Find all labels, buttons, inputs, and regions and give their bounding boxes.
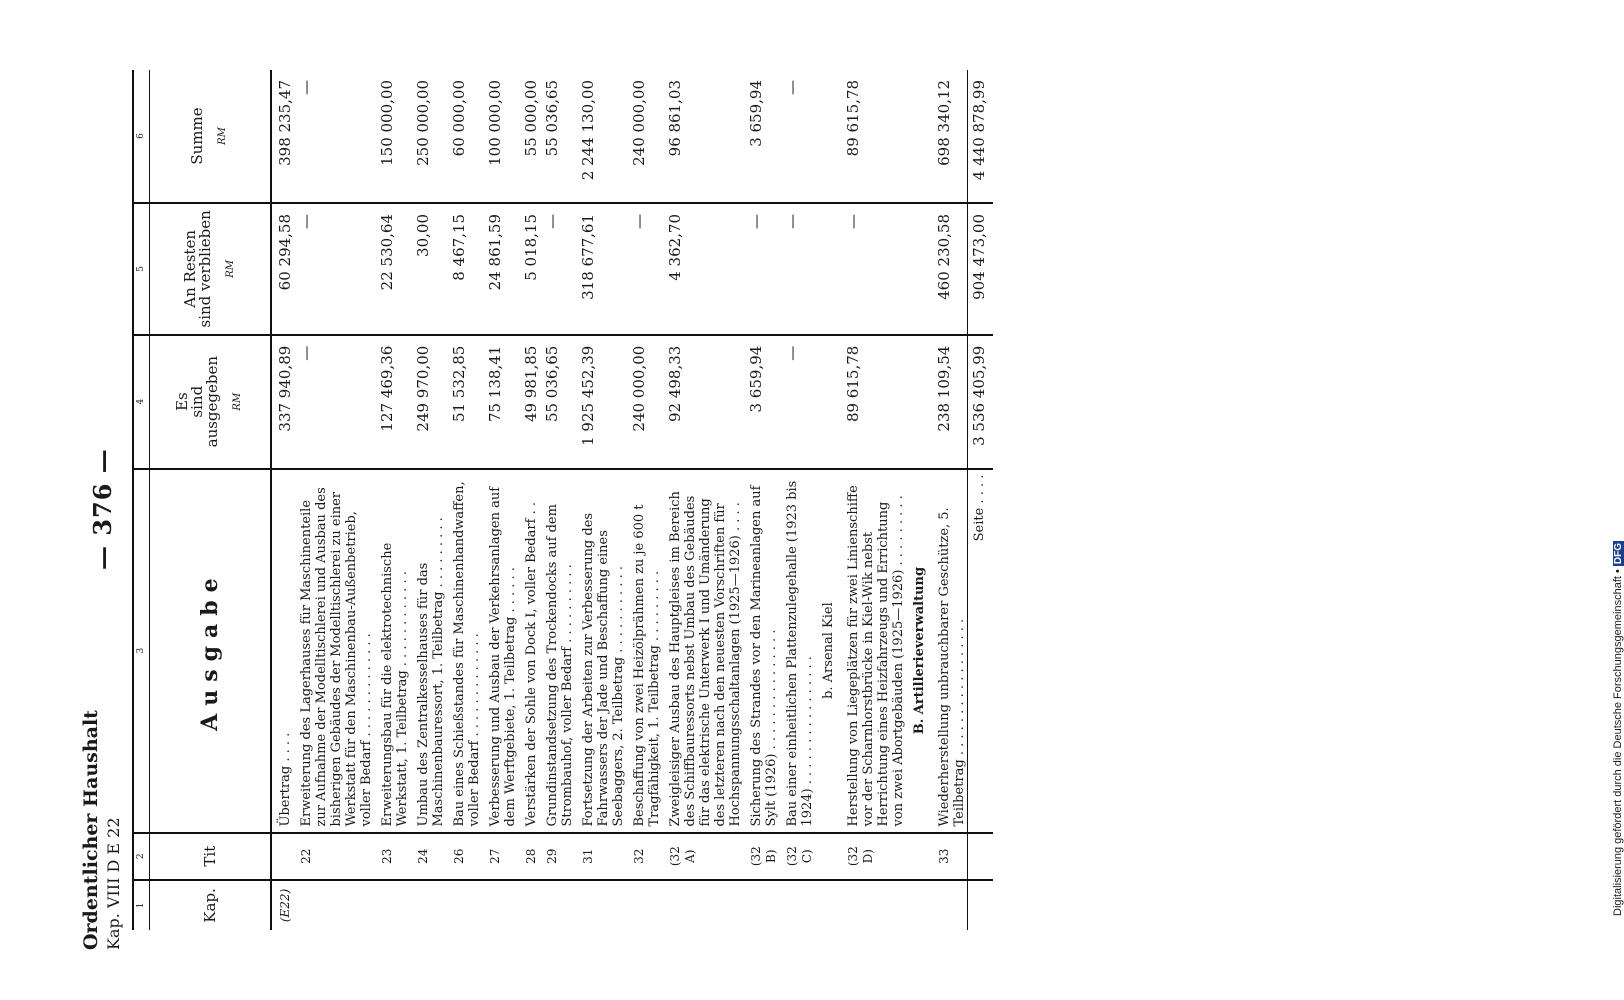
cell-sum: 55 000,00: [518, 70, 539, 203]
header-kap: Kap.: [150, 880, 272, 930]
cell-sum: 398 235,47: [271, 70, 293, 203]
header-tit: Tit: [150, 833, 272, 880]
cell-description: Umbau des Zentralkesselhauses für das Maschinenbauressort, 1. Teilbetrag . . . . . . . . .: [410, 469, 446, 833]
cell-kap: [293, 880, 374, 930]
cell-tit: 31: [575, 833, 626, 880]
section-row: [815, 70, 840, 930]
table-row: [539, 70, 575, 930]
cell-description: Zweigleisiger Ausbau des Hauptgleises im Bereich des Schiffbauressorts nebst Umbau des Gebäudes für das elektrische Unterwerk I und Umänderung des letzteren nach den neuesten Vorschriften für Hochspannungsschaltanlagen (1925—1926) . . . .: [662, 469, 743, 833]
cell-tit: 27: [482, 833, 518, 880]
cell-description: Verstärken der Sohle von Dock I, voller Bedarf . .: [518, 469, 539, 833]
cell-remaining: 60 294,58: [271, 203, 293, 335]
cell-spent: 75 138,41: [482, 335, 518, 469]
unit-label: RM: [232, 392, 243, 411]
cell-remaining: —: [626, 203, 662, 335]
credit-text: [1612, 136, 1624, 916]
cell-remaining: —: [293, 203, 374, 335]
cell-tit: (32 A): [662, 833, 743, 880]
credit-label: Digitalisierung gefördert durch die Deutsche Forschungsgemeinschaft •: [1612, 569, 1624, 916]
cell-kap: [931, 880, 968, 930]
cell-description: Wiederherstellung unbrauchbarer Geschütze, 5. Teilbetrag . . . . . . . . . . . . . . . . .: [931, 469, 968, 833]
cell-spent: 238 109,54: [931, 335, 968, 469]
cell-kap: [626, 880, 662, 930]
header-spent: [150, 335, 272, 469]
table-row: [662, 70, 743, 930]
col-num-1: 1: [133, 880, 150, 930]
cell-remaining: —: [539, 203, 575, 335]
cell-kap: [779, 880, 815, 930]
cell-tit: 26: [446, 833, 482, 880]
col-num-5: 5: [133, 203, 150, 335]
cell-description: Erweiterung des Lagerhauses für Maschinenteile zur Aufnahme der Modelltischlerei und Ausbau des bisherigen Gebäudes der Modelltischlerei zu einer Werkstatt für den Maschinenbau-Außenbetrieb, voller Bedarf . . . . . . . . . . . . .: [293, 469, 374, 833]
cell-remaining: 22 530,64: [374, 203, 410, 335]
cell-spent: 249 970,00: [410, 335, 446, 469]
cell-tit: 32: [626, 833, 662, 880]
table-row: [779, 70, 815, 930]
table-row: [271, 70, 293, 930]
cell-remaining: 8 467,15: [446, 203, 482, 335]
section-heading: B. Artillerieverwaltung: [906, 469, 931, 833]
cell-description: Erweiterungsbau für die elektrotechnische Werkstatt, 1. Teilbetrag . . . . . . . . . . . .: [374, 469, 410, 833]
table-row: [626, 70, 662, 930]
cell-kap: [662, 880, 743, 930]
cell-description: Übertrag . . . .: [271, 469, 293, 833]
cell-remaining: 318 677,61: [575, 203, 626, 335]
header-ausgabe: Ausgabe: [150, 469, 272, 833]
cell-remaining: 30,00: [410, 203, 446, 335]
cell-tit: (32 D): [840, 833, 906, 880]
cell-spent: 49 981,85: [518, 335, 539, 469]
cell-kap: [410, 880, 446, 930]
table-body: [271, 70, 815, 930]
digitization-credit: [1408, 0, 1624, 1000]
table-row: [931, 70, 968, 930]
cell-remaining: —: [743, 203, 779, 335]
rotated-page: [80, 50, 1320, 950]
cell-description: Beschaffung von zwei Heizölprähmen zu je 600 t Tragfähigkeit, 1. Teilbetrag . . . . . . . . .: [626, 469, 662, 833]
cell-kap: [446, 880, 482, 930]
section-row: [906, 70, 931, 930]
cell-kap: (E22): [278, 888, 292, 923]
table-row: [410, 70, 446, 930]
table-row: [293, 70, 374, 930]
section-heading: b. Arsenal Kiel: [815, 469, 840, 833]
cell-kap: [482, 880, 518, 930]
page-total-label: Seite . . . .: [968, 469, 994, 833]
cell-description: Bau eines Schießstandes für Maschinenhandwaffen, voller Bedarf . . . . . . . . . . . . .: [446, 469, 482, 833]
cell-sum: 3 659,94: [743, 70, 779, 203]
cell-sum: 250 000,00: [410, 70, 446, 203]
cell-sum: 55 036,65: [539, 70, 575, 203]
total-sum: 4 440 878,99: [968, 70, 994, 203]
cell-spent: 337 940,89: [271, 335, 293, 469]
cell-description: Grundinstandsetzung des Trockendocks auf dem Strombauhof, voller Bedarf . . . . . . . . . .: [539, 469, 575, 833]
cell-kap: [518, 880, 539, 930]
cell-spent: —: [293, 335, 374, 469]
chapter-reference: Kap. VIII D E 22: [104, 817, 123, 950]
cell-sum: 2 244 130,00: [575, 70, 626, 203]
cell-sum: —: [293, 70, 374, 203]
cell-spent: 92 498,33: [662, 335, 743, 469]
unit-label: RM: [217, 127, 228, 145]
header-row: [150, 70, 272, 930]
dfg-logo: DFG: [1613, 542, 1624, 565]
table-row: [482, 70, 518, 930]
cell-sum: —: [779, 70, 815, 203]
cell-description: Verbesserung und Ausbau der Verkehrsanlagen auf dem Werftgebiete, 1. Teilbetrag . . . . . .: [482, 469, 518, 833]
cell-sum: 89 615,78: [840, 70, 906, 203]
cell-description: Fortsetzung der Arbeiten zur Verbesserung des Fahrwassers der Jade und Beschaffung eines Seebaggers, 2. Teilbetrag . . . . . . . . . . .: [575, 469, 626, 833]
cell-remaining: 24 861,59: [482, 203, 518, 335]
total-spent: 3 536 405,99: [968, 335, 994, 469]
header-sum: [150, 70, 272, 203]
table-row: [374, 70, 410, 930]
cell-kap: [575, 880, 626, 930]
cell-sum: 150 000,00: [374, 70, 410, 203]
cell-remaining: —: [779, 203, 815, 335]
cell-sum: 100 000,00: [482, 70, 518, 203]
cell-tit: (32 B): [743, 833, 779, 880]
header-sum-label: Summe: [188, 107, 206, 165]
table-row: [446, 70, 482, 930]
cell-tit: 23: [374, 833, 410, 880]
col-num-6: 6: [133, 70, 150, 203]
cell-spent: 51 532,85: [446, 335, 482, 469]
col-num-3: 3: [133, 469, 150, 833]
table-row: [575, 70, 626, 930]
cell-spent: 1 925 452,39: [575, 335, 626, 469]
cell-spent: 3 659,94: [743, 335, 779, 469]
cell-spent: 89 615,78: [840, 335, 906, 469]
total-remaining: 904 473,00: [968, 203, 994, 335]
table-row: [743, 70, 779, 930]
header-remaining-label: An Resten sind verblieben: [180, 210, 214, 328]
cell-tit: (32 C): [779, 833, 815, 880]
cell-kap: [743, 880, 779, 930]
table-row: [518, 70, 539, 930]
cell-kap: [840, 880, 906, 930]
cell-remaining: 460 230,58: [931, 203, 968, 335]
cell-kap: [374, 880, 410, 930]
cell-remaining: 4 362,70: [662, 203, 743, 335]
cell-tit: 24: [410, 833, 446, 880]
cell-description: Herstellung von Liegeplätzen für zwei Linienschiffe vor der Scharnhorstbrücke in Kiel-Wik nebst Herrichtung eines Heizfahrzeugs und Errichtung von zwei Abortgebäuden (1925—1926) . . . . . . . . .: [840, 469, 906, 833]
cell-description: Bau einer einheitlichen Plattenzulegehalle (1923 bis 1924) . . . . . . . . . . . . . . . .: [779, 469, 815, 833]
cell-spent: 55 036,65: [539, 335, 575, 469]
cell-sum: 240 000,00: [626, 70, 662, 203]
cell-spent: 240 000,00: [626, 335, 662, 469]
cell-kap: [539, 880, 575, 930]
cell-spent: —: [779, 335, 815, 469]
page-number: — 376 —: [88, 448, 117, 570]
cell-remaining: 5 018,15: [518, 203, 539, 335]
header-spent-label: Es sind ausgegeben: [173, 355, 221, 448]
page-total-row: [968, 70, 994, 930]
cell-spent: 127 469,36: [374, 335, 410, 469]
cell-remaining: —: [840, 203, 906, 335]
cell-description: Sicherung des Strandes vor den Marineanlagen auf Sylt (1926) . . . . . . . . . . . . . . .: [743, 469, 779, 833]
budget-title: Ordentlicher Haushalt: [80, 710, 102, 950]
cell-tit: [271, 833, 293, 880]
col-num-2: 2: [133, 833, 150, 880]
budget-table: [132, 70, 993, 930]
cell-sum: 96 861,03: [662, 70, 743, 203]
column-number-row: [133, 70, 150, 930]
table-row: [840, 70, 906, 930]
header-remaining: [150, 203, 272, 335]
cell-tit: 28: [518, 833, 539, 880]
cell-sum: 60 000,00: [446, 70, 482, 203]
cell-tit: 22: [293, 833, 374, 880]
cell-tit: 29: [539, 833, 575, 880]
cell-tit: 33: [931, 833, 968, 880]
unit-label: RM: [224, 259, 236, 278]
col-num-4: 4: [133, 335, 150, 469]
cell-sum: 698 340,12: [931, 70, 968, 203]
